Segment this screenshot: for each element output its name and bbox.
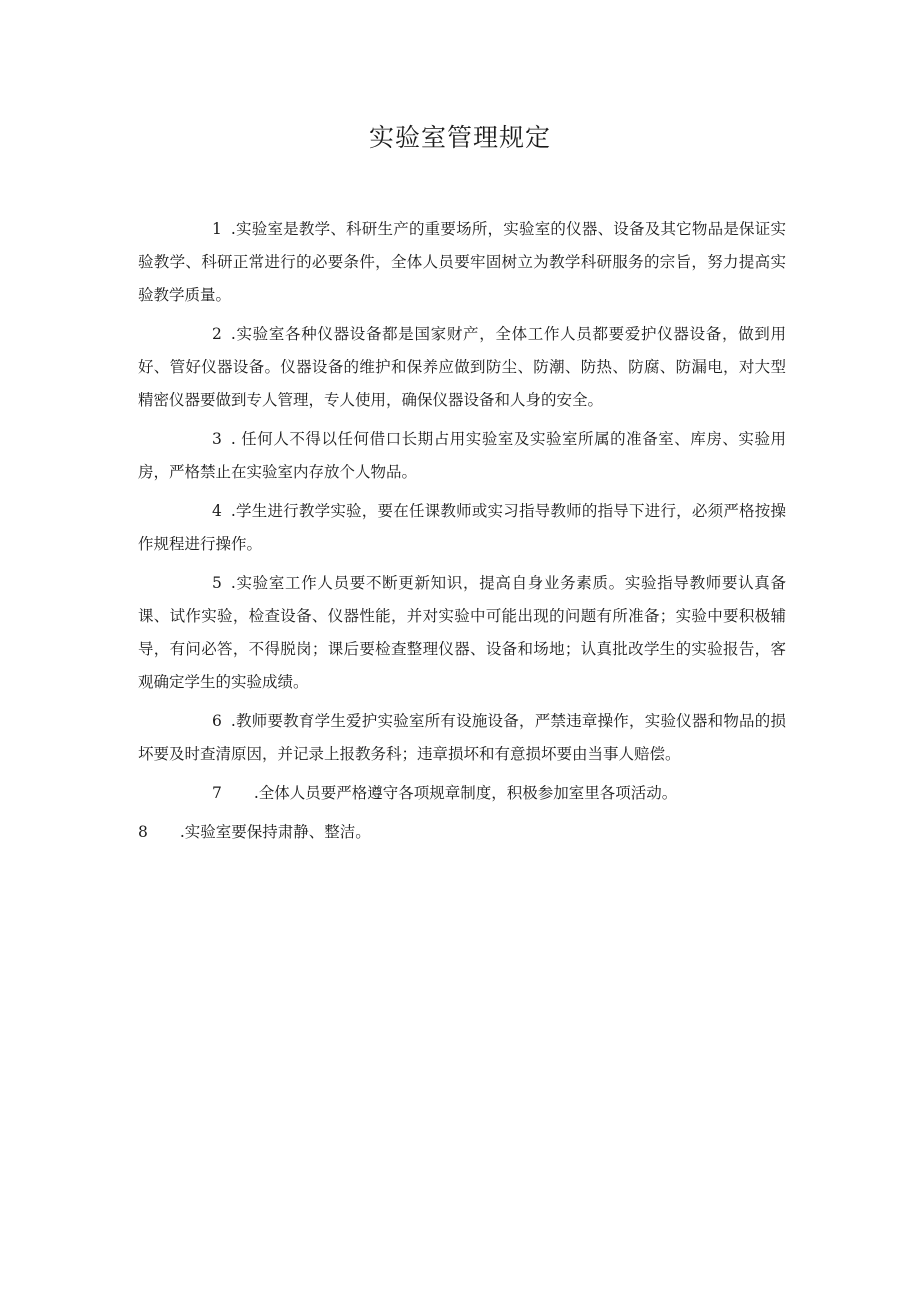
rule-number: 7 <box>212 784 222 802</box>
rule-number: 6 <box>212 712 222 730</box>
rule-item <box>138 777 786 810</box>
rule-item <box>138 423 786 489</box>
rule-number: 4 <box>212 502 222 520</box>
rule-item <box>138 567 786 699</box>
rule-number: 1 <box>212 220 222 238</box>
document-title: 实验室管理规定 <box>368 123 551 152</box>
rule-item <box>138 495 786 561</box>
rule-text: .实验室各种仪器设备都是国家财产，全体工作人员都要爱护仪器设备，做到用好、管好仪器设备。仪器设备的维护和保养应做到防尘、防潮、防热、防腐、防漏电，对大型精密仪器要做到专人管理，专人使用，确保仪器设备和人身的安全。 <box>138 325 786 409</box>
rule-text: .学生进行教学实验，要在任课教师或实习指导教师的指导下进行，必须严格按操作规程进行操作。 <box>138 502 786 553</box>
rule-text: .全体人员要严格遵守各项规章制度，积极参加室里各项活动。 <box>253 784 678 802</box>
rule-text: .教师要教育学生爱护实验室所有设施设备，严禁违章操作，实验仪器和物品的损坏要及时查清原因，并记录上报教务科；违章损坏和有意损坏要由当事人赔偿。 <box>138 712 786 763</box>
rule-item <box>138 318 786 417</box>
rule-text: .实验室工作人员要不断更新知识，提高自身业务素质。实验指导教师要认真备课、试作实验，检查设备、仪器性能，并对实验中可能出现的问题有所准备；实验中要积极辅导，有问必答，不得脱岗；课后要检查整理仪器、设备和场地；认真批改学生的实验报告，客观确定学生的实验成绩。 <box>138 574 786 691</box>
rule-item <box>138 213 786 312</box>
rule-item <box>138 816 786 849</box>
rule-number: 3 <box>212 430 222 448</box>
document-body <box>138 213 786 855</box>
rule-text: .实验室要保持肃静、整洁。 <box>179 823 371 841</box>
rule-number: 8 <box>138 823 148 841</box>
rule-number: 2 <box>212 325 222 343</box>
rule-text: . 任何人不得以任何借口长期占用实验室及实验室所属的准备室、库房、实验用房，严格禁止在实验室内存放个人物品。 <box>138 430 786 481</box>
rule-item <box>138 705 786 771</box>
rule-text: .实验室是教学、科研生产的重要场所，实验室的仪器、设备及其它物品是保证实验教学、科研正常进行的必要条件，全体人员要牢固树立为教学科研服务的宗旨，努力提高实验教学质量。 <box>138 220 786 304</box>
rule-number: 5 <box>212 574 222 592</box>
